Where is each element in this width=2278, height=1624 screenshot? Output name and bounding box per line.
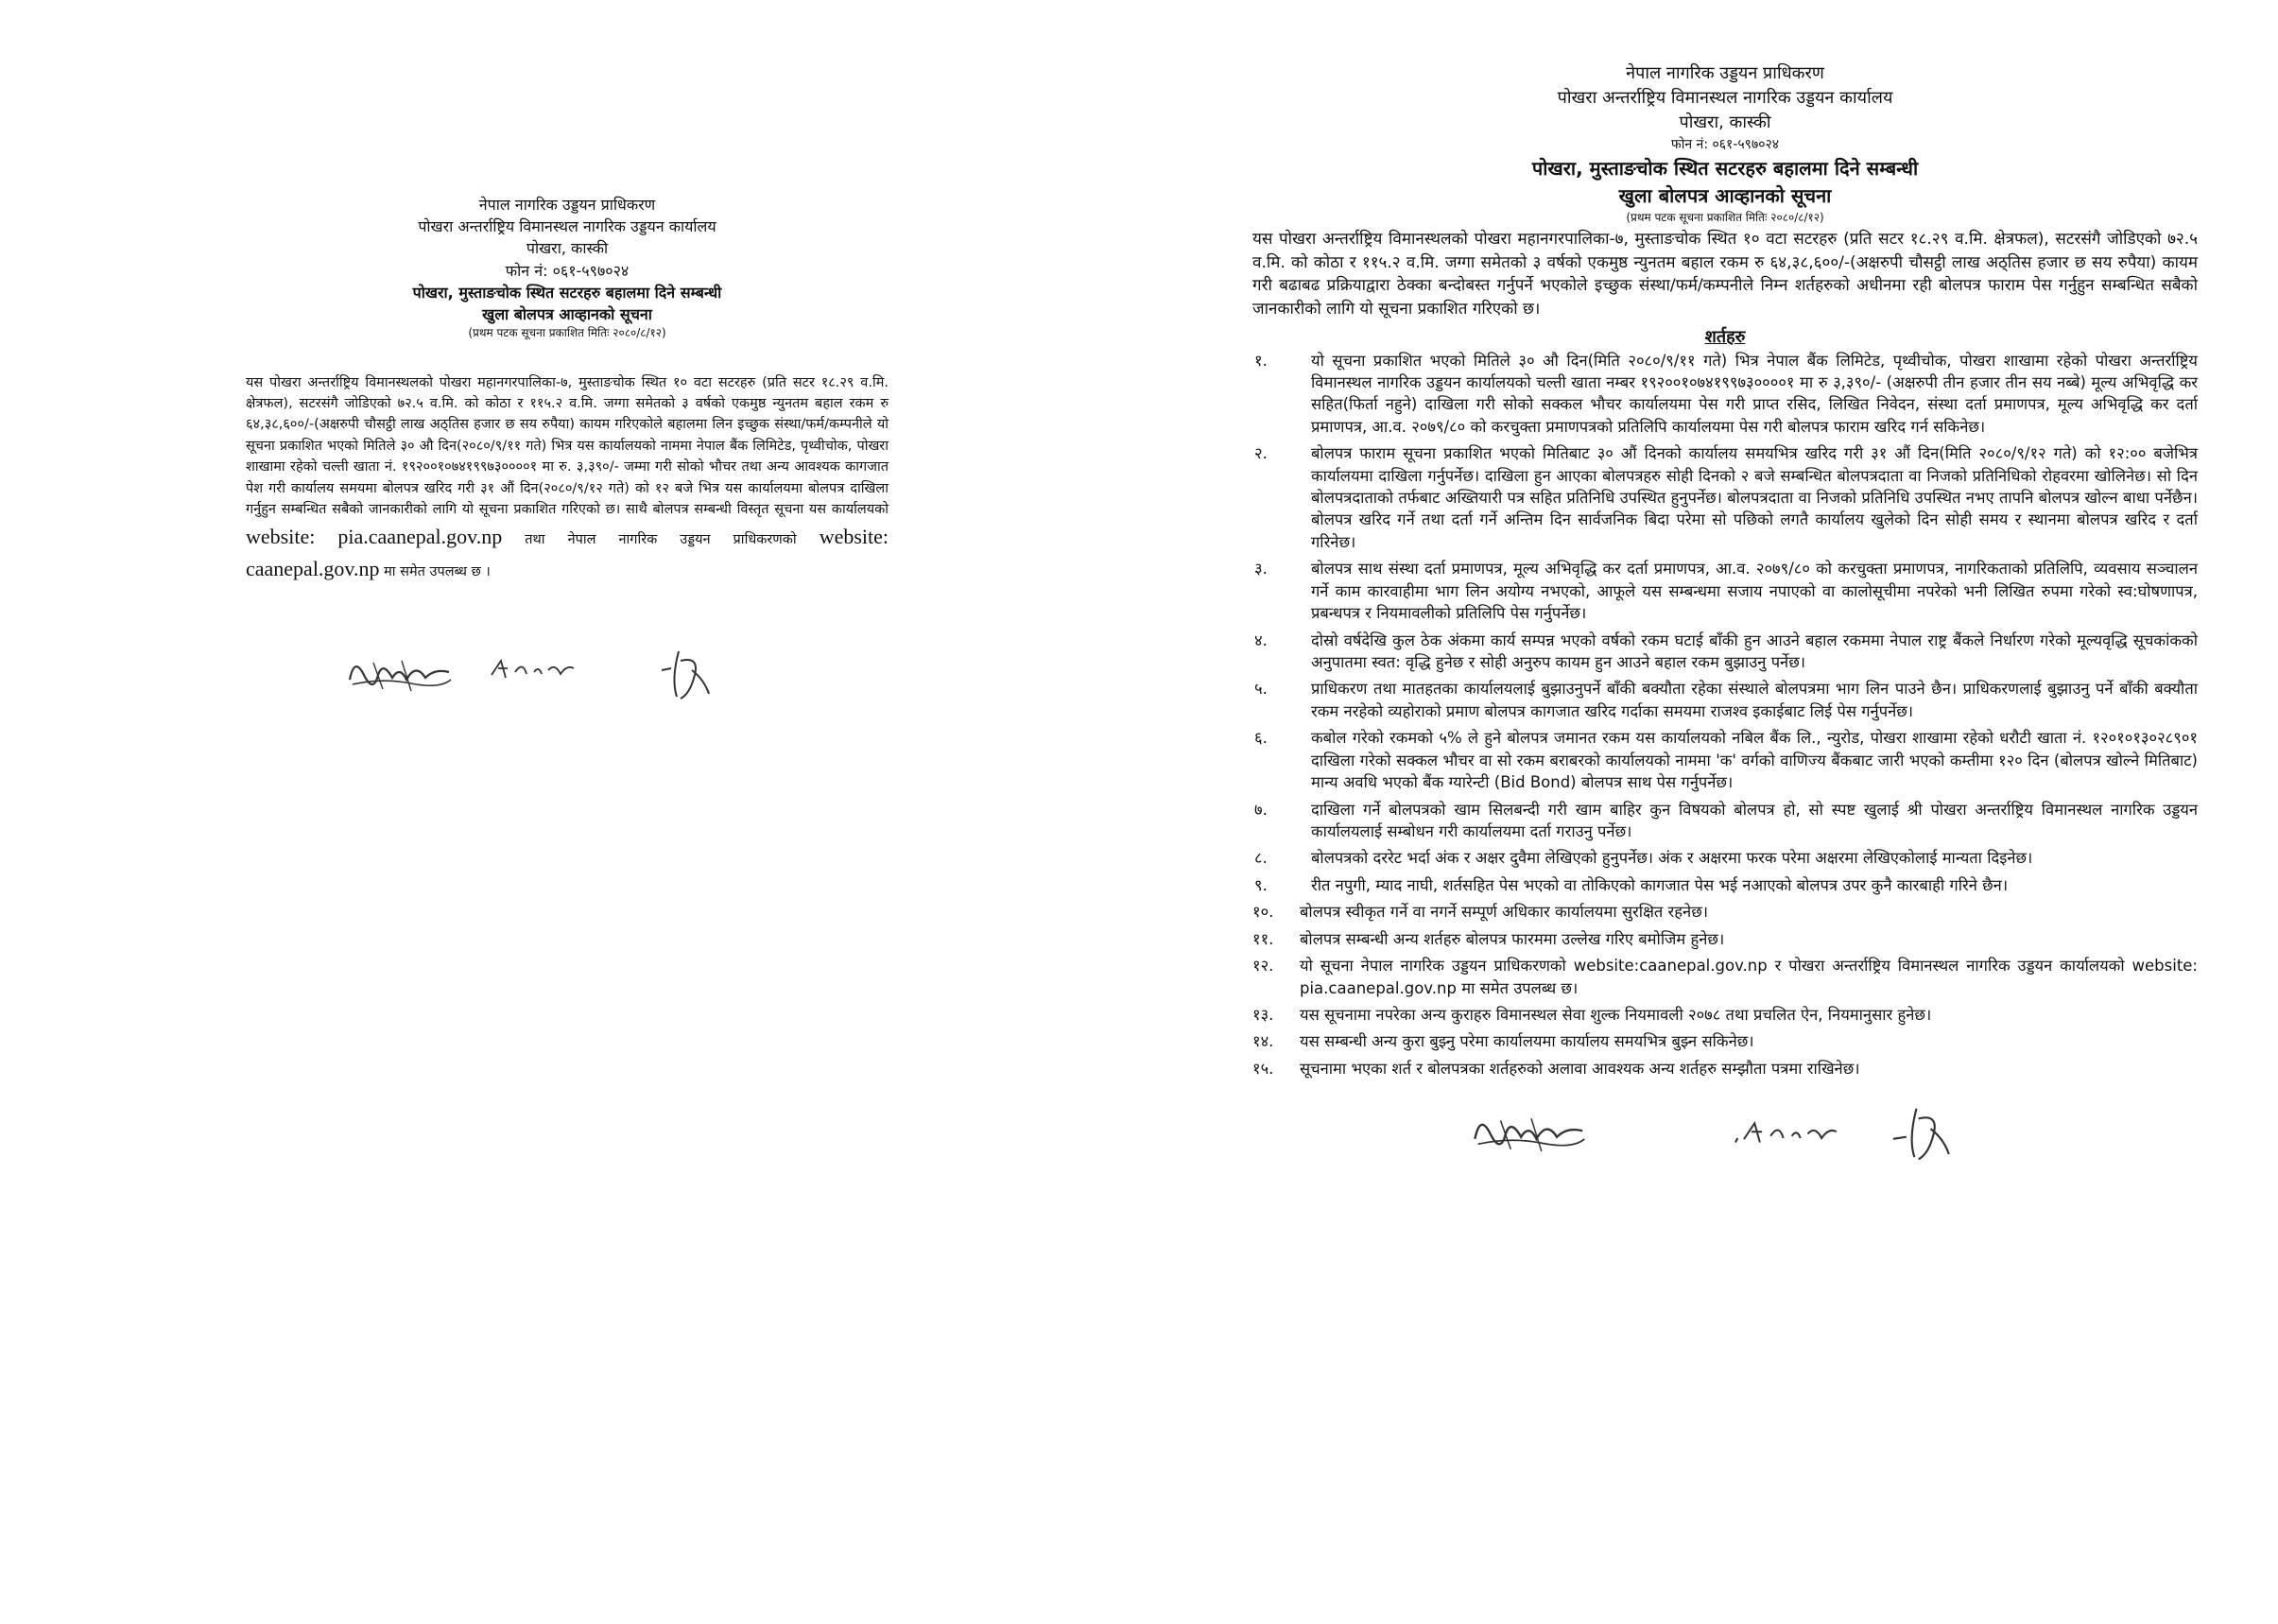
- condition-text: यस सूचनामा नपरेका अन्य कुराहरु विमानस्थल सेवा शुल्क नियमावली २०७८ तथा प्रचलित ऐन, नियमानुसार हुनेछ।: [1300, 1005, 1932, 1024]
- website-mid-text: तथा नेपाल नागरिक उड्डयन प्राधिकरणको: [525, 531, 797, 547]
- notice-end-text: मा समेत उपलब्ध छ ।: [384, 563, 491, 579]
- intro-paragraph: यस पोखरा अन्तर्राष्ट्रिय विमानस्थलको पोखरा महानगरपालिका-७, मुस्ताङचोक स्थित १० वटा सटरहरु (प्रति सटर १८.२९ व.मि. क्षेत्रफल), सटरसंगै जोडिएको ७२.५ व.मि. को कोठा र ११५.२ व.मि. जग्गा समेतको ३ वर्षको एकमुष्ठ न्युनतम बहाल रकम रु ६४,३८,६००/-(अक्षरुपी चौसट्ठी लाख अठ्तिस हजार छ सय रुपैया) कायम गरी बढाबढ प्रक्रियाद्वारा ठेक्का बन्दोबस्त गर्नुपर्ने भएकोले इच्छुक संस्था/फर्म/कम्पनीले निम्न शर्तहरुको अधीनमा रही बोलपत्र फाराम पेस गर्नुहुन सम्बन्धित सबैको जानकारीको लागि यो सूचना प्रकाशित गरिएको छ।: [1252, 229, 2198, 319]
- condition-number: १२.: [1252, 957, 1274, 976]
- website-label: website:: [246, 524, 316, 548]
- condition-text: यो सूचना नेपाल नागरिक उड्डयन प्राधिकरणको website:caanepal.gov.np र पोखरा अन्तर्राष्ट्रिय विमानस्थल नागरिक उड्डयन कार्यालयको website: pia.caanepal.gov.np मा समेत उपलब्ध छ।: [1300, 957, 2198, 997]
- condition-item: [1252, 350, 2198, 439]
- condition-item: [1252, 928, 2198, 950]
- condition-number: १४.: [1252, 1032, 1274, 1051]
- condition-item: [1252, 955, 2198, 999]
- left-notice-body: [246, 372, 889, 585]
- website-link-pia[interactable]: pia.caanepal.gov.np: [337, 524, 503, 548]
- condition-text: बोलपत्र सम्बन्धी अन्य शर्तहरु बोलपत्र फारममा उल्लेख गरिए बमोजिम हुनेछ।: [1300, 929, 1725, 948]
- notice-body-text: यस पोखरा अन्तर्राष्ट्रिय विमानस्थलको पोखरा महानगरपालिका-७, मुस्ताङचोक स्थित १० वटा सटरहरु (प्रति सटर १८.२९ व.मि. क्षेत्रफल), सटरसंगै जोडिएको ७२.५ व.मि. को कोठा र ११५.२ व.मि. जग्गा समेतको ३ वर्षको एकमुष्ठ न्युनतम बहाल रकम रु ६४,३८,६००/-(अक्षरुपी चौसट्ठी लाख अठ्तिस हजार छ सय रुपैया) कायम गरिएकोले बहालमा लिन इच्छुक संस्था/फर्म/कम्पनीले यो सूचना प्रकाशित भएको मितिले ३० औ दिन(२०८०/९/११ गते) भित्र यस कार्यालयको नाममा नेपाल बैंक लिमिटेड, पृथ्वीचोक, पोखरा शाखामा रहेको चल्ती खाता नं. १९२००१०७४१९९७३००००१ मा रु. ३,३९०/- जम्मा गरी सोको भौचर तथा अन्य आवश्यक कागजात पेश गरी कार्यालय समयमा बोलपत्र खरिद गरी ३१ औं दिन(२०८०/९/१२ गते) को १२ बजे भित्र यस कार्यालयमा बोलपत्र दाखिला गर्नुहुन सम्बन्धित सबैको जानकारीको लागि यो सूचना प्रकाशित गरिएको छ। साथै बोलपत्र सम्बन्धी विस्तृत सूचना यस कार्यालयको: [246, 374, 889, 518]
- condition-text: दाखिला गर्ने बोलपत्रको खाम सिलबन्दी गरी खाम बाहिर कुन विषयको बोलपत्र हो, सो स्पष्ट खुलाई श्री पोखरा अन्तर्राष्ट्रिय विमानस्थल नागरिक उड्डयन कार्यालयलाई सम्बोधन गरी कार्यालयमा दर्ता गराउनु पर्नेछ।: [1311, 800, 2198, 840]
- signature-2: [1730, 1113, 1843, 1155]
- notice-subject-line1: पोखरा, मुस्ताङचोक स्थित सटरहरु बहालमा दिने सम्बन्धी: [412, 283, 722, 302]
- condition-number: १३.: [1252, 1005, 1274, 1024]
- condition-item: [1252, 1030, 2198, 1052]
- condition-number: ३.: [1254, 560, 1268, 579]
- notice-subject-line2: खुला बोलपत्र आव्हानको सूचना: [1618, 183, 1832, 207]
- condition-text: बोलपत्र साथ संस्था दर्ता प्रमाणपत्र, मूल्य अभिवृद्धि कर दर्ता प्रमाणपत्र, आ.व. २०७९/८० को करचुक्ता प्रमाणपत्र, नागरिकताको प्रतिलिपि, व्यवसाय सञ्चालन गर्ने काम कारवाहीमा भाग लिन अयोग्य नभएको, आफूले यस सम्बन्धमा सजाय नपाएको वा कालोसूचीमा नपरेको भनी लिखित रुपमा गरेको स्व:घोषणापत्र, प्रबन्धपत्र र नियमावलीको प्रतिलिपि पेस गर्नुपर्नेछ।: [1311, 560, 2198, 623]
- signature-2: [487, 651, 581, 689]
- notice-subject-line1: पोखरा, मुस्ताङचोक स्थित सटरहरु बहालमा दिने सम्बन्धी: [1531, 156, 1919, 180]
- phone-number: फोन नं: ०६१-५९७०२४: [1670, 137, 1780, 153]
- website-link-caan[interactable]: caanepal.gov.np: [246, 556, 380, 580]
- condition-text: रीत नपुगी, म्याद नाघी, शर्तसहित पेस भएको वा तोकिएको कागजात पेस भई नआएको बोलपत्र उपर कुनै कारबाही गरिने छैन।: [1311, 875, 2009, 894]
- conditions-list: [1252, 350, 2198, 1080]
- left-notice-page: [246, 194, 889, 727]
- condition-item: [1252, 799, 2198, 843]
- condition-text: बोलपत्र स्वीकृत गर्ने वा नगर्ने सम्पूर्ण अधिकार कार्यालयमा सुरक्षित रहनेछ।: [1300, 903, 1709, 922]
- publication-date: (प्रथम पटक सूचना प्रकाशित मितिः २०८०/८/१२): [1626, 210, 1824, 224]
- org-name: नेपाल नागरिक उड्डयन प्राधिकरण: [1626, 63, 1824, 83]
- condition-text: बोलपत्र फाराम सूचना प्रकाशित भएको मितिबाट ३० औं दिनको कार्यालय समयभित्र खरिद गरी ३१ औं दिन(मिति २०८०/९/१२ गते) को १२:०० बजेभित्र कार्यालयमा दाखिला गर्नुपर्नेछ। दाखिला हुन आएका बोलपत्रहरु सोही दिनको २ बजे सम्बन्धित बोलपत्रदाता वा निजको प्रतिनिधिको रोहवरमा खोलिनेछ। सो दिन बोलपत्रदाताको तर्फबाट अख्तियारी पत्र सहित प्रतिनिधि उपस्थित हुनुपर्नेछ। बोलपत्रदाता वा निजको प्रतिनिधि उपस्थित नभए तापनि बोलपत्र खोल्न बाधा पर्नेछैन। बोलपत्र खरिद गर्ने तथा दर्ता गर्ने अन्तिम दिन सार्वजनिक बिदा परेमा सो पछिको लगतै कार्यालय खुलेको दिन सोही समय र स्थानमा बोलपत्र खरिद र दर्ता गरिनेछ।: [1311, 444, 2198, 551]
- condition-number: ९.: [1254, 875, 1268, 894]
- org-name: नेपाल नागरिक उड्डयन प्राधिकरण: [478, 196, 656, 214]
- condition-number: ४.: [1254, 631, 1268, 649]
- condition-item: [1252, 1058, 2198, 1080]
- condition-number: ७.: [1254, 800, 1268, 819]
- right-signatures: [1252, 1108, 2198, 1193]
- publication-date: (प्रथम पटक सूचना प्रकाशित मितिः २०८०/८/१२): [468, 326, 666, 340]
- condition-text: यो सूचना प्रकाशित भएको मितिले ३० औ दिन(मिति २०८०/९/११ गते) भित्र नेपाल बैंक लिमिटेड, पृथ्वीचोक, पोखरा शाखामा रहेको पोखरा अन्तर्राष्ट्रिय विमानस्थल नागरिक उड्डयन कार्यालयको चल्ती खाता नम्बर १९२००१०७४१९९७३००००१ मा रु ३,३९०/- (अक्षरुपी तीन हजार तीन सय नब्बे) मूल्य अभिवृद्धि कर सहित(फिर्ता नहुने) दाखिला गरी सोको सक्कल भौचर कार्यालयमा पेस गरी प्राप्त रसिद, लिखित निवेदन, संस्था दर्ता प्रमाणपत्र, मूल्य अभिवृद्धि कर दर्ता प्रमाणपत्र, आ.व. २०७९/८० को करचुक्ता प्रमाणपत्रको प्रतिलिपि कार्यालयमा पेस गरी बोलपत्र फाराम खरिद गर्न सकिनेछ।: [1311, 351, 2198, 436]
- condition-number: २.: [1254, 444, 1268, 463]
- condition-item: [1252, 630, 2198, 674]
- condition-text: दोस्रो वर्षदेखि कुल ठेक अंकमा कार्य सम्पन्न भएको वर्षको रकम घटाई बाँकी हुन आउने बहाल रकममा नेपाल राष्ट्र बैंकले निर्धारण गरेको मूल्यवृद्धि सूचकांकको अनुपातमा स्वत: वृद्धि हुनेछ र सोही अनुरुप कायम हुन आउने बहाल रकम बुझाउनु पर्नेछ।: [1311, 631, 2198, 672]
- condition-text: कबोल गरेको रकमको ५% ले हुने बोलपत्र जमानत रकम यस कार्यालयको नबिल बैंक लि., न्युरोड, पोखरा शाखामा रहेको धरौटी खाता नं. १२०१०१३०२८९०१ दाखिला गरेको सक्कल भौचर वा सो रकम बराबरको कार्यालयको नाममा 'क' वर्गको वाणिज्य बैंकबाट जारी भएको कम्तीमा १२० दिन (बोलपत्र खोल्ने मितिबाट) मान्य अवधि भएको बैंक ग्यारेन्टी (Bid Bond) बोलपत्र साथ पेस गर्नुपर्नेछ।: [1311, 729, 2198, 792]
- condition-item: [1252, 558, 2198, 624]
- condition-item: [1252, 678, 2198, 722]
- right-notice-header: [1252, 61, 2198, 226]
- conditions-title: शर्तहरु: [1704, 326, 1746, 347]
- condition-number: ५.: [1254, 680, 1268, 699]
- condition-number: ८.: [1254, 849, 1268, 868]
- condition-text: बोलपत्रको दररेट भर्दा अंक र अक्षर दुवैमा लेखिएको हुनुपर्नेछ। अंक र अक्षरमा फरक परेमा अक्षरमा लेखिएकोलाई मान्यता दिइनेछ।: [1311, 849, 2033, 868]
- signature-3: [652, 642, 718, 708]
- phone-number: फोन नं: ०६१-५९७०२४: [505, 261, 630, 280]
- office-location: पोखरा, कास्की: [1679, 112, 1771, 133]
- office-location: पोखरा, कास्की: [526, 239, 609, 258]
- condition-number: ११.: [1252, 929, 1274, 948]
- right-notice-page: [1252, 61, 2198, 1193]
- left-signatures: [246, 642, 889, 727]
- signature-1: [345, 651, 458, 699]
- office-name: पोखरा अन्तर्राष्ट्रिय विमानस्थल नागरिक उड्डयन कार्यालय: [1557, 88, 1893, 109]
- condition-text: सूचनामा भएका शर्त र बोलपत्रका शर्तहरुको अलावा आवश्यक अन्य शर्तहरु सम्झौता पत्रमा राखिनेछ।: [1300, 1059, 1860, 1078]
- condition-text: यस सम्बन्धी अन्य कुरा बुझ्नु परेमा कार्यालयमा कार्यालय समयभित्र बुझ्न सकिनेछ।: [1300, 1032, 1754, 1051]
- condition-item: [1252, 874, 2198, 896]
- condition-number: १.: [1254, 351, 1268, 370]
- condition-number: ६.: [1254, 729, 1268, 748]
- condition-number: १०.: [1252, 903, 1274, 922]
- condition-text: प्राधिकरण तथा मातहतका कार्यालयलाई बुझाउनुपर्ने बाँकी बक्यौता रहेका संस्थाले बोलपत्रमा भाग लिन पाउने छैन। प्राधिकरणलाई बुझाउनु पर्ने बाँकी बक्यौता रकम नरहेको व्यहोराको प्रमाण बोलपत्र कागजात खरिद गर्दाका समयमा राजश्व इकाईबाट लिई पेस गर्नुपर्नेछ।: [1311, 680, 2198, 720]
- office-name: पोखरा अन्तर्राष्ट्रिय विमानस्थल नागरिक उड्डयन कार्यालय: [418, 217, 716, 236]
- notice-subject-line2: खुला बोलपत्र आव्हानको सूचना: [482, 304, 652, 323]
- website-label-2: website:: [819, 524, 889, 548]
- signature-1: [1470, 1108, 1593, 1160]
- condition-item: [1252, 1004, 2198, 1026]
- condition-item: [1252, 442, 2198, 553]
- signature-3: [1886, 1098, 1961, 1169]
- left-notice-header: [246, 194, 889, 342]
- condition-item: [1252, 847, 2198, 869]
- condition-item: [1252, 901, 2198, 923]
- condition-number: १५.: [1252, 1059, 1274, 1078]
- condition-item: [1252, 727, 2198, 793]
